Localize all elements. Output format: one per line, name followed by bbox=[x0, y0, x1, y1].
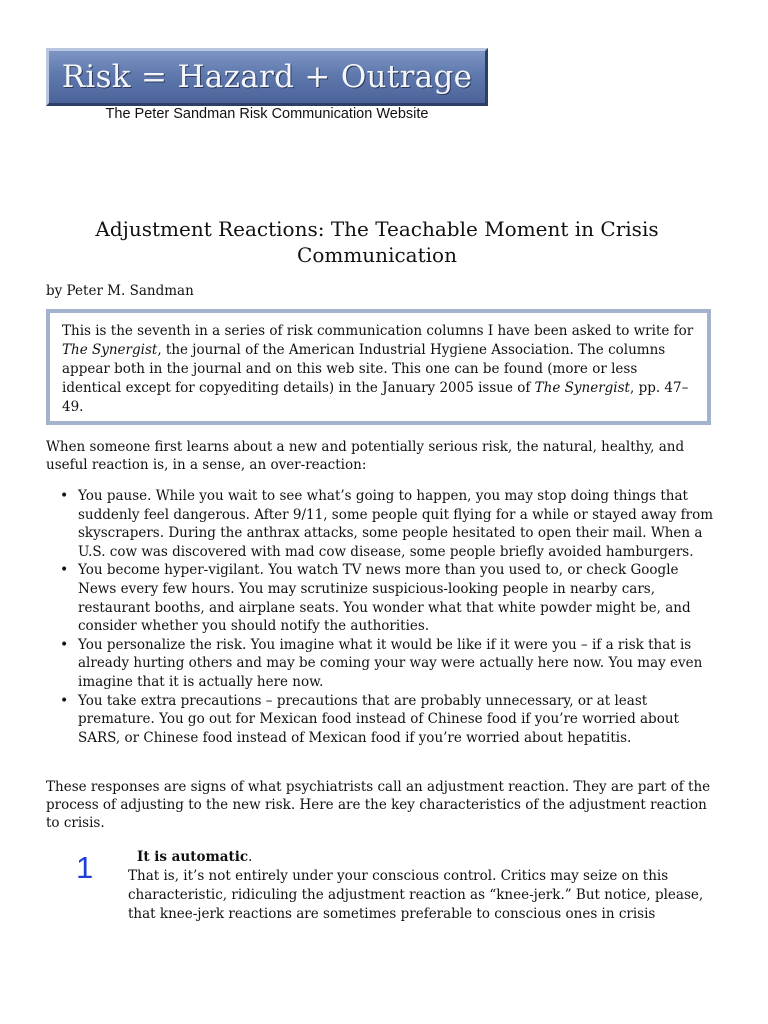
summary-paragraph: These responses are signs of what psychiatrists call an adjustment reaction. They are part of the process of adjusting to the new risk. Here are the key characteristics of the adjustment reaction to crisis. bbox=[46, 779, 711, 831]
point-heading-punct: . bbox=[248, 849, 253, 865]
point-body: That is, it’s not entirely under your conscious control. Critics may seize on this characteristic, ridiculing the adjustment reaction as “knee-jerk.” But notice, please, that knee-jerk reactions are sometimes preferable to conscious ones in crisis bbox=[128, 868, 704, 922]
journal-name: The Synergist bbox=[62, 342, 158, 358]
intro-box bbox=[46, 309, 711, 425]
byline: by Peter M. Sandman bbox=[46, 283, 194, 299]
point-heading bbox=[137, 849, 252, 865]
intro-text-1: This is the seventh in a series of risk communication columns I have been asked to write for bbox=[62, 323, 694, 339]
list-item: • You take extra precautions – precautions that are probably unnecessary, or at least premature. You go out for Mexican food instead of Chinese food if you’re worried about SARS, or Chinese food instead of Mexican food if you’re worried about hepatitis. bbox=[46, 692, 714, 748]
lead-paragraph: When someone first learns about a new and potentially serious risk, the natural, healthy, and useful reaction is, in a sense, an over-reaction: bbox=[46, 439, 685, 473]
intro-text-2: , the journal of the American Industrial Hygiene Association. The columns appear both in the journal and on this web site. This one can be found (more or less identical except for copyediting details) in the January 2005 issue of bbox=[62, 342, 666, 396]
point-heading-text: It is automatic bbox=[137, 849, 249, 865]
list-item: • You pause. While you wait to see what’s going to happen, you may stop doing things that suddenly feel dangerous. After 9/11, some people quit flying for a while or stayed away from skyscrapers. During the anthrax attacks, some people hesitated to open their mail. When a U.S. cow was discovered with mad cow disease, some people briefly avoided hamburgers. bbox=[46, 487, 714, 561]
article-title: Adjustment Reactions: The Teachable Moment in Crisis Communication bbox=[95, 217, 659, 267]
site-banner[interactable] bbox=[46, 48, 488, 106]
site-tagline: The Peter Sandman Risk Communication Website bbox=[105, 106, 429, 122]
intro-text-3: , pp. 47–49. bbox=[62, 380, 689, 415]
list-item: • You personalize the risk. You imagine what it would be like if it were you – if a risk that is already hurting others and may be coming your way were actually here now. You may even imagine that it is actually here now. bbox=[46, 636, 714, 692]
list-item: • You become hyper-vigilant. You watch TV news more than you used to, or check Google News every few hours. You may scrutinize suspicious-looking people in nearby cars, restaurant booths, and airplane seats. You wonder what that white powder might be, and consider whether you should notify the authorities. bbox=[46, 561, 714, 635]
point-number: 1 bbox=[76, 850, 94, 885]
journal-name-2: The Synergist bbox=[534, 380, 630, 396]
banner-title: Risk = Hazard + Outrage bbox=[61, 59, 473, 95]
reaction-list bbox=[46, 487, 714, 747]
